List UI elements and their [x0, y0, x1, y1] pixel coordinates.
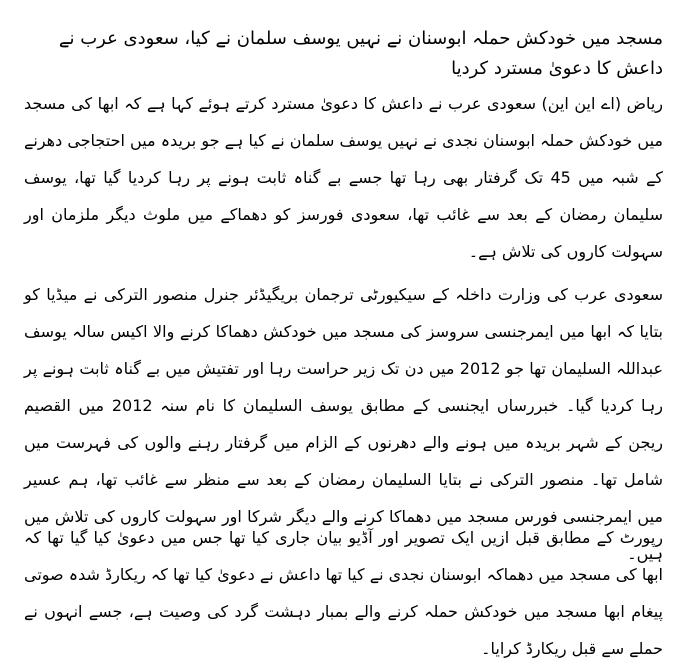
article-paragraph-3: رپورٹ کے مطابق قبل ازیں ایک تصویر اور آڈیو بیان جاری کیا تھا جس میں دعویٰ کیا گیا تھا کہ ابھا کی مسجد میں دھماکہ ابوسنان نجدی نے کیا تھا داعش نے دعویٰ کیا تھا کہ ریکارڈ شدہ صوتی پیغام ابھا مسجد میں خودکش حملہ کرنے والے بمبار دہشت گرد کی وصیت ہے، جسے انہوں نے حملے سے قبل ریکارڈ کرایا۔ [24, 528, 663, 658]
article-paragraph-2: سعودی عرب کی وزارت داخلہ کے سیکیورٹی ترجمان بریگیڈئر جنرل منصور الترکی نے میڈیا کو بتایا کہ ابھا میں ایمرجنسی سروسز کی مسجد میں خودکش دھماکا کرنے والا اکیس سالہ یوسف عبداللہ السلیمان تھا جو 2012 میں دن تک زیر حراست رہا اور تفتیش میں بے گناہ ثابت ہونے پر رہا کردیا گیا۔ خبررساں ایجنسی کے مطابق یوسف السلیمان کا نام سنہ 2012 میں القصیم ریجن کے شہر بریدہ میں ہونے والے دھرنوں کے الزام میں گرفتار رہنے والوں کی فہرست میں شامل تھا۔ منصور الترکی نے بتایا السلیمان رمضان کے بعد سے منظر سے غائب تھا، ہم عسیر میں ایمرجنسی فورس مسجد میں دھماکا کرنے والے دیگر شرکا اور سہولت کاروں کی تلاش میں ہیں۔ [24, 285, 664, 563]
article-paragraph-1: ریاض (اے این این) سعودی عرب نے داعش کا دعویٰ مسترد کرتے ہوئے کہا ہے کہ ابھا کی مسجد میں خودکش حملہ ابوسنان نجدی نے نہیں یوسف سلمان نے کیا ہے جو بریدہ میں احتجاجی دھرنے کے شبہ میں 45 تک گرفتار بھی رہا تھا جسے بے گناہ ثابت ہونے پر رہا کردیا گیا تھا، یوسف سلیمان رمضان کے بعد سے غائب تھا، سعودی فورسز کو دھماکے میں ملوث دیگر ملزمان اور سہولت کاروں کی تلاش ہے۔ [24, 94, 664, 261]
article-headline: مسجد میں خودکش حملہ ابوسنان نے نہیں یوسف سلمان نے کیا، سعودی عرب نے داعش کا دعویٰ مسترد کردیا [58, 28, 663, 79]
